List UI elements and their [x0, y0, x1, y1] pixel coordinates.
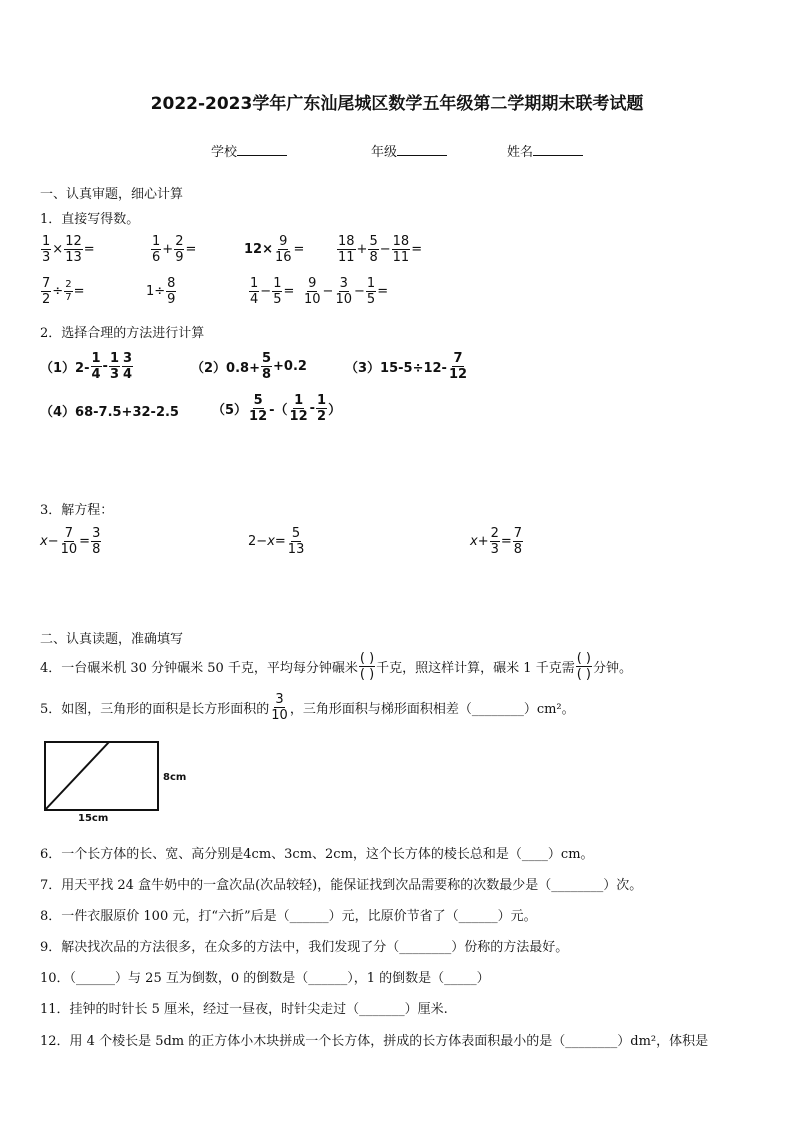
fraction: $\frac{5}{12}$ — [249, 393, 268, 424]
q8: 8．一件衣服原价 100 元，打“六折”后是（______）元，比原价节省了（______）元。 — [40, 909, 537, 924]
q11: 11．挂钟的时针长 5 厘米，经过一昼夜，时针尖走过（_______）厘米. — [40, 1002, 448, 1017]
q3-e1: x− $\frac{7}{10}$ = $\frac{3}{8}$ — [40, 526, 101, 557]
q6: 6．一个长方体的长、宽、高分别是4cm、3cm、2cm，这个长方体的棱长总和是（____）cm。 — [40, 847, 594, 862]
school-label: 学校 — [211, 145, 238, 160]
rectangle-figure — [40, 738, 200, 832]
fraction: $\frac{1}{4}$ — [250, 276, 259, 307]
q1-r2-b: 1÷ $\frac{8}{9}$ — [146, 276, 176, 307]
name-blank[interactable] — [533, 142, 583, 156]
fraction: $\frac{8}{9}$ — [167, 276, 176, 307]
fraction: $\frac{1}{2}$ — [317, 393, 327, 424]
q9: 9．解决找次品的方法很多，在众多的方法中，我们发现了分（________）份称的方法最好。 — [40, 940, 569, 955]
diagonal-line — [45, 742, 109, 810]
fraction: $\frac{1}{3}$ — [109, 351, 119, 382]
fraction: $\frac{1}{5}$ — [273, 276, 282, 307]
q3-label: 3．解方程： — [40, 503, 114, 518]
name-label: 姓名 — [507, 145, 534, 160]
q10: 10．（______）与 25 互为倒数，0 的倒数是（______），1 的倒数是（_____） — [40, 971, 490, 986]
page-title: 2022-2023学年广东汕尾城区数学五年级第二学期期末联考试题 — [150, 94, 644, 114]
q3-e2: 2−x= $\frac{5}{13}$ — [248, 526, 305, 557]
name-field[interactable] — [507, 141, 583, 160]
fraction: $\frac{18}{11}$ — [338, 234, 355, 265]
fraction: $\frac{1}{3}$ — [42, 234, 51, 265]
grade-blank[interactable] — [397, 142, 447, 156]
q1-r1-a: $\frac{1}{3}$ × $\frac{12}{13}$ = — [42, 234, 95, 265]
fraction: $\frac{3}{10}$ — [335, 276, 352, 307]
fraction: $\frac{12}{13}$ — [65, 234, 82, 265]
q2-p5: （5） $\frac{5}{12}$ -（ $\frac{1}{12}$ - $\frac{1}{2}$ ） — [212, 393, 342, 424]
fraction: $\frac{3}{8}$ — [92, 526, 101, 557]
fraction: $\frac{7}{10}$ — [60, 526, 78, 557]
fraction: $\frac{7}{2}$ — [42, 276, 51, 307]
q12: 12．用 4 个棱长是 5dm 的正方体小木块拼成一个长方体，拼成的长方体表面积最小的是（________）dm²，体积是 — [40, 1034, 709, 1049]
fraction: $\frac{9}{16}$ — [274, 234, 292, 265]
section-2-title: 二、认真读题，准确填写 — [40, 632, 184, 647]
fraction: $\frac{5}{8}$ — [369, 234, 378, 265]
fraction: $\frac{7}{8}$ — [513, 526, 523, 557]
fraction: $\frac{3}{10}$ — [271, 692, 288, 723]
q3-e3: x+ $\frac{2}{3}$ = $\frac{7}{8}$ — [470, 526, 523, 557]
fraction: $\frac{5}{8}$ — [261, 351, 272, 382]
q4: 4．一台碾米机 30 分钟碾米 50 千克，平均每分钟碾米 $\frac{( )}{( )}$ 千克，照这样计算，碾米 1 千克需 $\frac{( )}{( )}$ 分钟。 — [40, 651, 633, 682]
blank-fraction[interactable]: $\frac{( )}{( )}$ — [359, 651, 375, 682]
fraction: $\frac{3}{4}$ — [123, 351, 133, 382]
q7: 7．用天平找 24 盒牛奶中的一盒次品(次品较轻)，能保证找到次品需要称的次数最少是（________）次。 — [40, 878, 643, 893]
fraction: $\frac{7}{12}$ — [448, 351, 468, 382]
q1-label: 1．直接写得数。 — [40, 212, 140, 227]
fraction: $\frac{18}{11}$ — [392, 234, 410, 265]
height-label: 8cm — [163, 772, 187, 783]
q2-p3: （3）15-5÷12- $\frac{7}{12}$ — [345, 351, 468, 382]
q2-p4: （4）68-7.5+32-2.5 — [40, 405, 179, 420]
width-label: 15cm — [78, 813, 109, 824]
q5: 5．如图，三角形的面积是长方形面积的 $\frac{3}{10}$ ，三角形面积与梯形面积相差（________）cm²。 — [40, 692, 575, 723]
q1-r2-a: $\frac{7}{2}$ ÷ $\frac{2}{7}$ = — [42, 276, 85, 307]
q1-r2-c: $\frac{1}{4}$ − $\frac{1}{5}$ = — [250, 276, 295, 307]
grade-field[interactable] — [371, 141, 447, 160]
fraction: $\frac{5}{13}$ — [287, 526, 305, 557]
fraction: $\frac{2}{7}$ — [65, 279, 72, 303]
school-blank[interactable] — [237, 142, 287, 156]
fraction: $\frac{2}{9}$ — [175, 234, 184, 265]
fraction: $\frac{1}{12}$ — [289, 393, 308, 424]
grade-label: 年级 — [371, 145, 398, 160]
fraction: $\frac{9}{10}$ — [304, 276, 321, 307]
blank-fraction[interactable]: $\frac{( )}{( )}$ — [576, 651, 591, 682]
fraction: $\frac{1}{5}$ — [366, 276, 376, 307]
fraction: $\frac{1}{4}$ — [91, 351, 101, 382]
q1-r1-d: $\frac{18}{11}$ + $\frac{5}{8}$ − $\frac{18}{11}$ = — [338, 234, 423, 265]
rectangle-shape — [45, 742, 158, 810]
q2-p2: （2）0.8+ $\frac{5}{8}$ +0.2 — [191, 351, 307, 382]
q2-label: 2．选择合理的方法进行计算 — [40, 326, 205, 341]
school-field[interactable] — [211, 141, 287, 160]
fraction: $\frac{1}{6}$ — [152, 234, 161, 265]
fraction: $\frac{2}{3}$ — [490, 526, 499, 557]
section-1-title: 一、认真审题，细心计算 — [40, 187, 184, 202]
q1-r1-c: 12× $\frac{9}{16}$ = — [244, 234, 305, 265]
q1-r1-b: $\frac{1}{6}$ + $\frac{2}{9}$ = — [152, 234, 197, 265]
q2-p1: （1）2- $\frac{1}{4}$ - $\frac{1}{3}$ $\frac{3}{4}$ — [40, 351, 133, 382]
q1-r2-d: $\frac{9}{10}$ − $\frac{3}{10}$ − $\frac{1}{5}$ = — [304, 276, 389, 307]
